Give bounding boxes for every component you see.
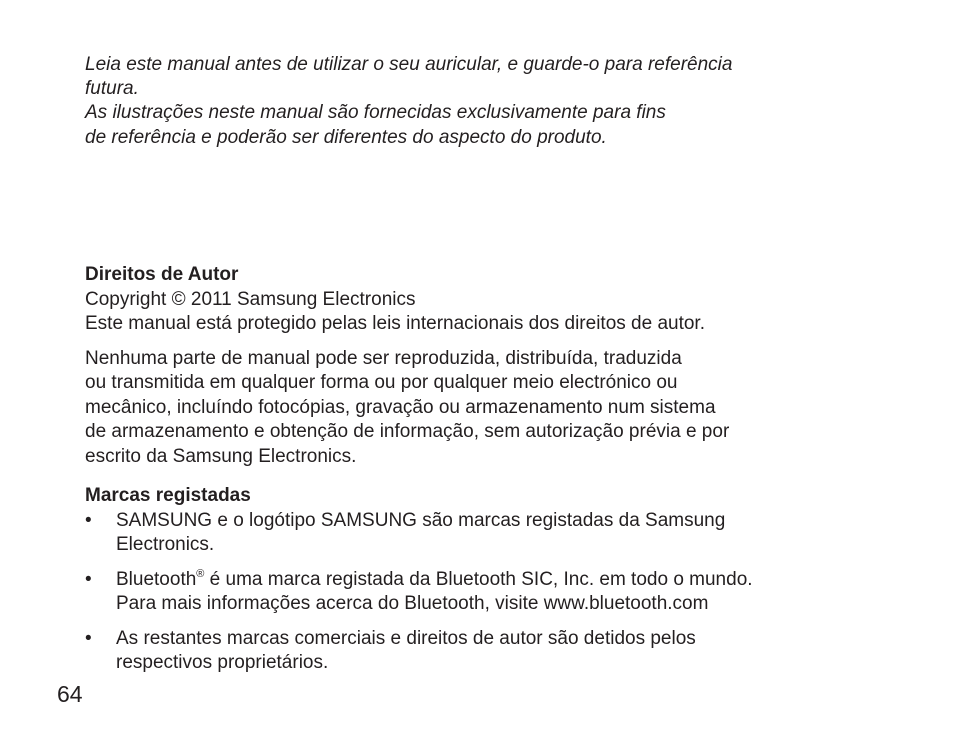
intro-paragraph-2	[85, 101, 885, 150]
bullet-icon: •	[85, 568, 92, 590]
copyright-notice: Copyright © 2011 Samsung Electronics	[85, 288, 416, 310]
trademark-line: As restantes marcas comerciais e direitos de autor são detidos pelos	[116, 627, 696, 649]
registered-mark: ®	[196, 567, 205, 580]
trademark-line: SAMSUNG e o logótipo SAMSUNG são marcas registadas da Samsung	[116, 509, 726, 531]
copyright-para-line: mecânico, incluíndo fotocópias, gravação ou armazenamento num sistema	[85, 396, 716, 418]
intro-line-2: futura.	[85, 78, 139, 99]
intro-notice	[85, 53, 885, 150]
intro-line-3: As ilustrações neste manual são fornecidas exclusivamente para fins	[85, 102, 666, 123]
trademarks-list	[85, 509, 885, 676]
bullet-icon: •	[85, 627, 92, 649]
copyright-para-line: ou transmitida em qualquer forma ou por qualquer meio electrónico ou	[85, 372, 678, 393]
copyright-para-line: escrito da Samsung Electronics.	[85, 445, 357, 467]
trademarks-heading: Marcas registadas	[85, 485, 251, 506]
list-item	[85, 627, 885, 676]
trademark-line: respectivos proprietários.	[116, 652, 329, 673]
intro-paragraph-1	[85, 53, 885, 101]
trademark-line: Electronics.	[116, 534, 215, 555]
copyright-heading: Direitos de Autor	[85, 264, 239, 285]
copyright-protection: Este manual está protegido pelas leis internacionais dos direitos de autor.	[85, 313, 705, 334]
bluetooth-text: é uma marca registada da Bluetooth SIC, Inc. em todo o mundo.	[204, 568, 753, 590]
bluetooth-word: Bluetooth	[116, 568, 197, 590]
trademark-line	[116, 569, 753, 590]
intro-line-1: Leia este manual antes de utilizar o seu auricular, e guarde-o para referência	[85, 54, 733, 75]
copyright-paragraph	[85, 347, 885, 470]
copyright-line	[85, 288, 885, 337]
list-item	[85, 509, 885, 558]
trademarks-section	[85, 484, 885, 686]
page-number: 64	[57, 681, 83, 707]
bullet-icon: •	[85, 509, 92, 531]
copyright-para-line: de armazenamento e obtenção de informação, sem autorização prévia e por	[85, 421, 730, 442]
copyright-para-line: Nenhuma parte de manual pode ser reproduzida, distribuída, traduzida	[85, 347, 682, 369]
trademark-line: Para mais informações acerca do Bluetooth, visite www.bluetooth.com	[116, 593, 709, 614]
list-item	[85, 568, 885, 617]
copyright-section	[85, 263, 885, 469]
intro-line-4: de referência e poderão ser diferentes do aspecto do produto.	[85, 126, 607, 148]
